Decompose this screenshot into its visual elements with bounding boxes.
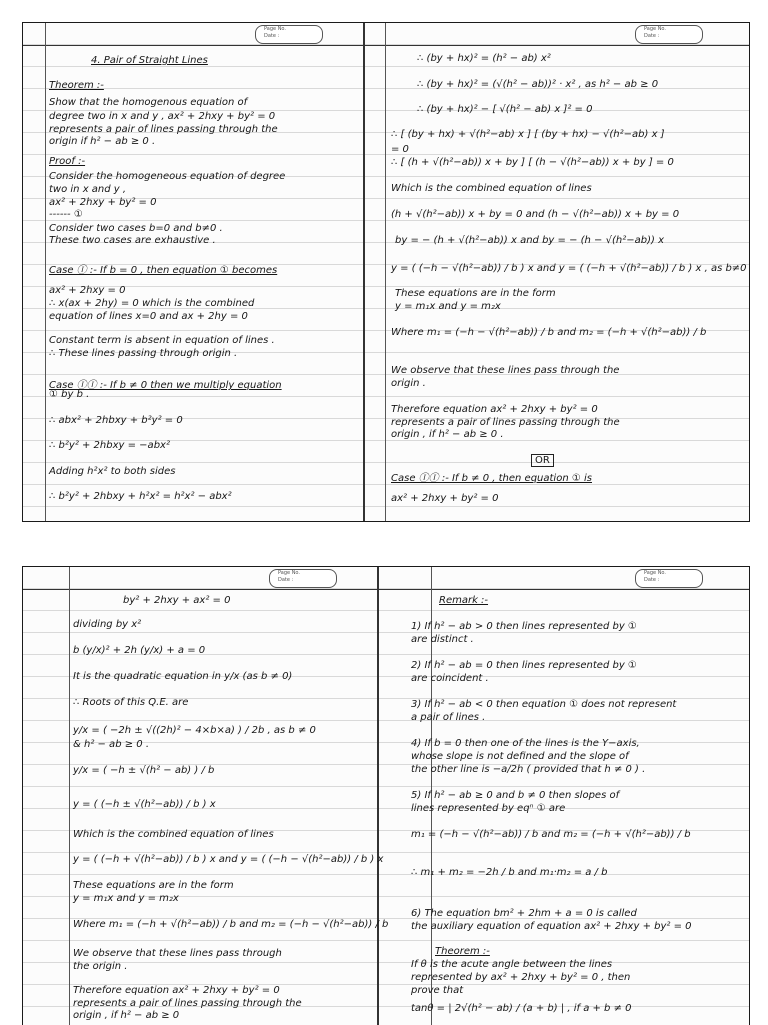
center-divider	[377, 567, 379, 1025]
text-line: Which is the combined equation of lines	[73, 829, 274, 840]
text-line: origin if h² − ab ≥ 0 .	[49, 136, 156, 147]
equation-line: ∴ [ (h + √(h²−ab)) x + by ] [ (h − √(h²−ab)) x + by ] = 0	[391, 157, 674, 168]
text-line: origin , if h² − ab ≥ 0	[73, 1010, 180, 1021]
text-line: ∴ These lines passing through origin .	[49, 348, 238, 359]
page-no-label: Page No.	[264, 26, 286, 32]
equation-line: ∴ abx² + 2hbxy + b²y² = 0	[49, 415, 183, 426]
text-line: represents a pair of lines passing through the	[73, 998, 302, 1009]
text-line: It is the quadratic equation in y/x (as b ≠ 0)	[73, 671, 293, 682]
remark-item: lines represented by eqⁿ ① are	[411, 803, 566, 814]
text-line: Therefore equation ax² + 2hxy + by² = 0	[73, 985, 280, 996]
remark-heading: Remark :-	[439, 595, 489, 606]
remark-item: 4) If b = 0 then one of the lines is the Y−axis,	[411, 738, 640, 749]
equation-line: ∴ (by + hx)² = (h² − ab) x²	[417, 53, 551, 64]
text-line: ① by b .	[49, 389, 90, 400]
equation-line: y = m₁x and y = m₂x	[395, 301, 501, 312]
equation-line: ∴ (by + hx)² = (√(h² − ab))² · x² , as h² − ab ≥ 0	[417, 79, 659, 90]
equation-line: ax² + 2hxy + by² = 0	[391, 493, 499, 504]
equation-line: (h + √(h²−ab)) x + by = 0 and (h − √(h²−ab)) x + by = 0	[391, 209, 680, 220]
case-2-heading: Case ⒾⒾ :- If b ≠ 0 , then equation ① is	[391, 473, 592, 484]
date-label: Date :	[644, 33, 660, 39]
text-line: represents a pair of lines passing through the	[391, 417, 620, 428]
equation-line: m₁ = (−h − √(h²−ab)) / b and m₂ = (−h + √(h²−ab)) / b	[411, 829, 691, 840]
text-line: Which is the combined equation of lines	[391, 183, 592, 194]
text-line: represents a pair of lines passing through the	[49, 124, 278, 135]
notebook-page-1	[22, 22, 750, 522]
text-line: prove that	[411, 985, 464, 996]
text-line: If θ is the acute angle between the lines	[411, 959, 613, 970]
equation-line: = 0	[391, 144, 409, 155]
date-label: Date :	[264, 33, 280, 39]
equation-line: ∴ x(ax + 2hy) = 0 which is the combined	[49, 298, 255, 309]
equation-line: y/x = ( −h ± √(h² − ab) ) / b	[73, 765, 215, 776]
case-2-heading: Case ⒾⒾ :- If b ≠ 0 then we multiply equation	[49, 380, 282, 391]
remark-item: whose slope is not defined and the slope of	[411, 751, 629, 762]
equation-line: b (y/x)² + 2h (y/x) + a = 0	[73, 645, 206, 656]
equation-line: by² + 2hxy + ax² = 0	[123, 595, 231, 606]
remark-item: the auxiliary equation of equation ax² + 2hxy + by² = 0	[411, 921, 692, 932]
text-line: Constant term is absent in equation of lines .	[49, 335, 275, 346]
text-line: the origin .	[73, 961, 128, 972]
equation-line: Where m₁ = (−h − √(h²−ab)) / b and m₂ = (−h + √(h²−ab)) / b	[391, 327, 707, 338]
text-line: ∴ Roots of this Q.E. are	[73, 697, 189, 708]
left-margin-line	[69, 567, 70, 1025]
header-rule	[23, 45, 749, 46]
header-rule	[23, 589, 749, 590]
remark-item: 1) If h² − ab > 0 then lines represented by ①	[411, 621, 637, 632]
remark-item: are distinct .	[411, 634, 474, 645]
page-no-label: Page No.	[644, 570, 666, 576]
chapter-title: 4. Pair of Straight Lines	[91, 55, 208, 66]
text-line: equation of lines x=0 and ax + 2hy = 0	[49, 311, 248, 322]
equation-number: ------ ①	[49, 209, 83, 220]
theorem-heading: Theorem :-	[435, 946, 490, 957]
text-line: These two cases are exhaustive .	[49, 235, 216, 246]
remark-item: 6) The equation bm² + 2hm + a = 0 is called	[411, 908, 637, 919]
condition-line: & h² − ab ≥ 0 .	[73, 739, 149, 750]
text-line: These equations are in the form	[73, 880, 234, 891]
page-no-label: Page No.	[278, 570, 300, 576]
date-label: Date :	[278, 577, 294, 583]
proof-heading: Proof :-	[49, 156, 86, 167]
left-margin-line	[45, 23, 46, 521]
equation-line: ∴ (by + hx)² − [ √(h² − ab) x ]² = 0	[417, 104, 593, 115]
page-number-box	[635, 569, 703, 588]
text-line: origin , if h² − ab ≥ 0 .	[391, 429, 504, 440]
equation-line: ax² + 2hxy = 0	[49, 285, 126, 296]
equation-line: tanθ = | 2√(h² − ab) / (a + b) | , if a + b ≠ 0	[411, 1003, 632, 1014]
remark-item: a pair of lines .	[411, 712, 486, 723]
remark-item: 3) If h² − ab < 0 then equation ① does not represent	[411, 699, 677, 710]
text-line: Show that the homogenous equation of	[49, 97, 248, 108]
text-line: degree two in x and y , ax² + 2hxy + by² = 0	[49, 111, 276, 122]
text-line: origin .	[391, 378, 426, 389]
text-line: Consider two cases b=0 and b≠0 .	[49, 223, 223, 234]
or-label: OR	[531, 454, 554, 467]
text-line: Adding h²x² to both sides	[49, 466, 176, 477]
text-line: We observe that these lines pass through	[73, 948, 282, 959]
equation-line: ∴ b²y² + 2hbxy = −abx²	[49, 440, 170, 451]
remark-item: are coincident .	[411, 673, 489, 684]
remark-item: the other line is −a/2h ( provided that h ≠ 0 ) .	[411, 764, 646, 775]
equation-line: y = ( (−h ± √(h²−ab)) / b ) x	[73, 799, 216, 810]
text-line: dividing by x²	[73, 619, 142, 630]
equation-line: Where m₁ = (−h + √(h²−ab)) / b and m₂ = (−h − √(h²−ab)) / b	[73, 919, 389, 930]
page-number-box	[635, 25, 703, 44]
equation-line: ∴ [ (by + hx) + √(h²−ab) x ] [ (by + hx) − √(h²−ab) x ]	[391, 129, 665, 140]
notebook-page-2	[22, 566, 750, 1025]
remark-item: 2) If h² − ab = 0 then lines represented by ①	[411, 660, 637, 671]
text-line: two in x and y ,	[49, 184, 127, 195]
date-label: Date :	[644, 577, 660, 583]
text-line: Therefore equation ax² + 2hxy + by² = 0	[391, 404, 598, 415]
page-number-box	[269, 569, 337, 588]
equation-line: y = ( (−h + √(h²−ab)) / b ) x and y = ( (−h − √(h²−ab)) / b ) x	[73, 854, 384, 865]
case-1-heading: Case Ⓘ :- If b = 0 , then equation ① becomes	[49, 265, 278, 276]
page-no-label: Page No.	[644, 26, 666, 32]
equation-line: y/x = ( −2h ± √((2h)² − 4×b×a) ) / 2b , as b ≠ 0	[73, 725, 316, 736]
text-line: represented by ax² + 2hxy + by² = 0 , then	[411, 972, 631, 983]
text-line: These equations are in the form	[395, 288, 556, 299]
remark-item: 5) If h² − ab ≥ 0 and b ≠ 0 then slopes of	[411, 790, 620, 801]
page-number-box	[255, 25, 323, 44]
center-divider	[363, 23, 365, 521]
equation-line: by = − (h + √(h²−ab)) x and by = − (h − √(h²−ab)) x	[395, 235, 664, 246]
text-line: We observe that these lines pass through the	[391, 365, 620, 376]
equation-line: ∴ b²y² + 2hbxy + h²x² = h²x² − abx²	[49, 491, 232, 502]
right-margin-line	[385, 23, 386, 521]
equation-line: y = m₁x and y = m₂x	[73, 893, 179, 904]
text-line: Consider the homogeneous equation of degree	[49, 171, 286, 182]
equation-line: y = ( (−h − √(h²−ab)) / b ) x and y = ( (−h + √(h²−ab)) / b ) x , as b≠0	[391, 263, 747, 274]
theorem-heading: Theorem :-	[49, 80, 104, 91]
equation-line: ax² + 2hxy + by² = 0	[49, 197, 157, 208]
equation-line: ∴ m₁ + m₂ = −2h / b and m₁·m₂ = a / b	[411, 867, 608, 878]
